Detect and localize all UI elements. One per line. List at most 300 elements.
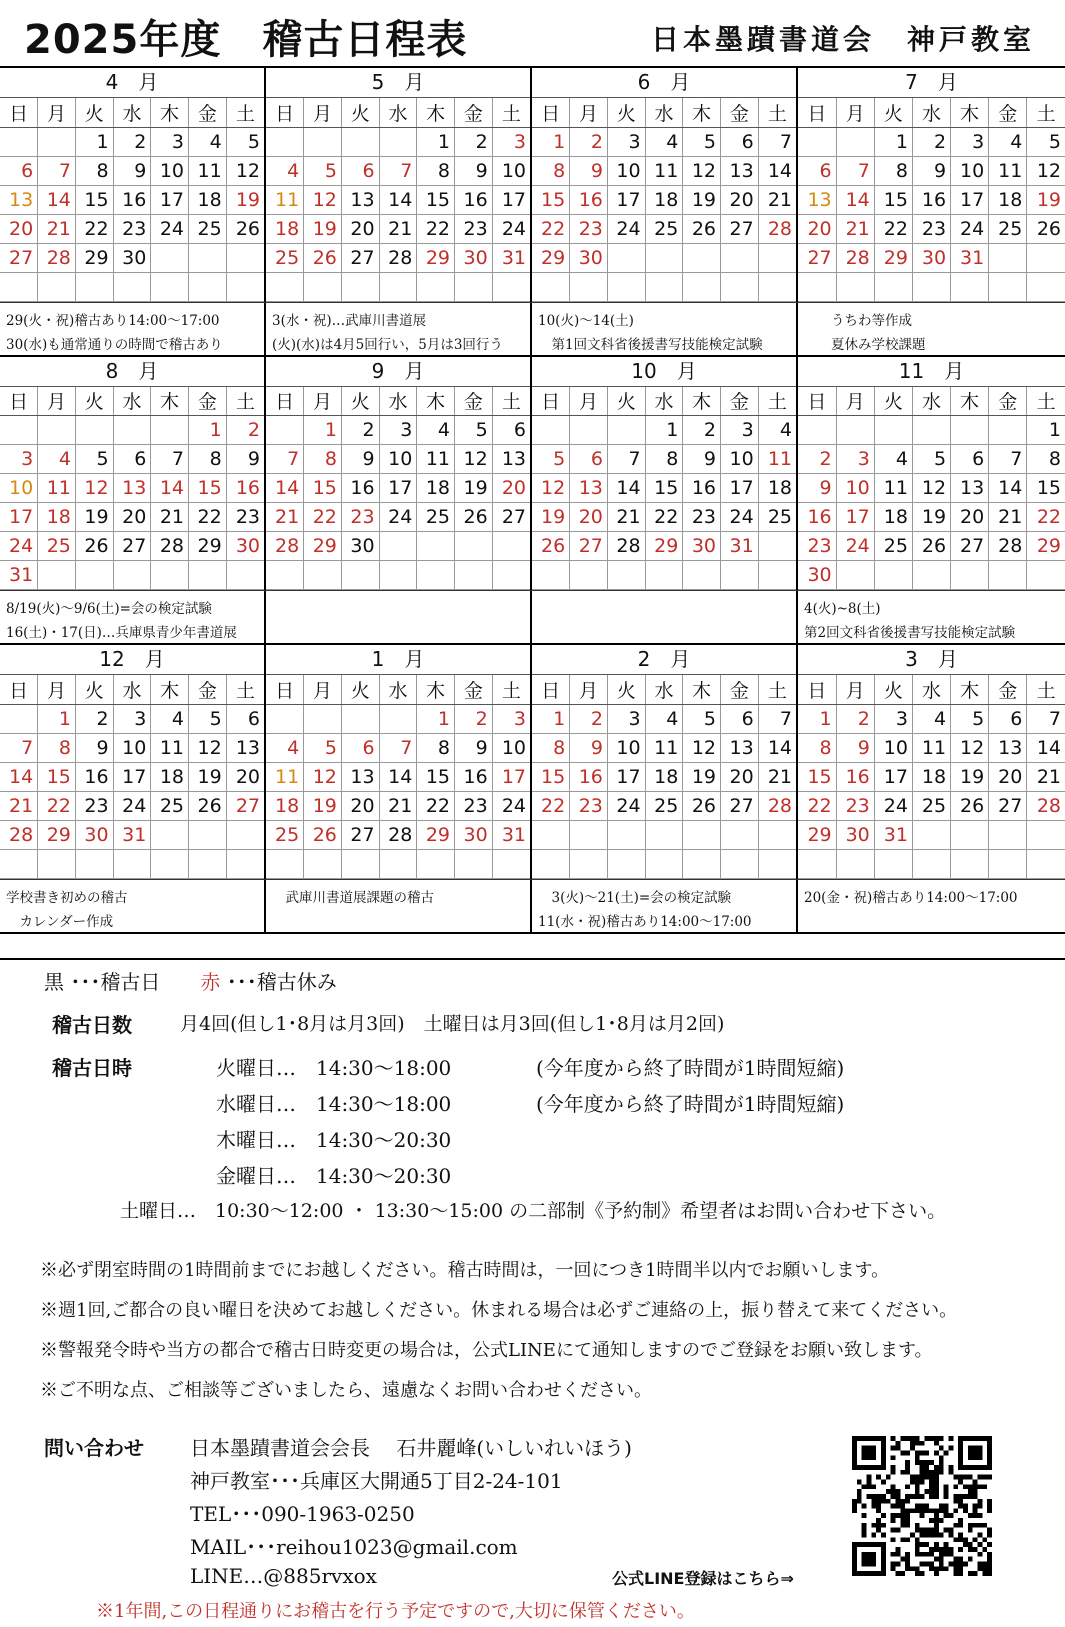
month-note [266, 880, 532, 932]
day-cell: 23 [836, 791, 874, 820]
month-title: 10 月 [532, 357, 796, 387]
contact-line[interactable]: LINE…@885rvxox [190, 1564, 377, 1588]
day-cell: 22 [532, 214, 570, 243]
day-cell [38, 416, 76, 445]
day-cell: 28 [836, 243, 874, 272]
day-cell [951, 849, 989, 878]
day-cell: 15 [304, 474, 342, 503]
day-cell [38, 849, 76, 878]
day-cell: 2 [226, 416, 264, 445]
day-cell: 4 [989, 127, 1027, 156]
weekday-header: 木 [683, 387, 721, 416]
day-cell: 26 [683, 214, 721, 243]
day-cell: 9 [570, 156, 608, 185]
day-cell: 17 [836, 503, 874, 532]
day-cell: 3 [836, 445, 874, 474]
month-title: 6 月 [532, 68, 796, 98]
day-cell [683, 561, 721, 590]
day-cell [75, 416, 113, 445]
day-cell: 8 [38, 733, 76, 762]
day-cell: 13 [951, 474, 989, 503]
day-cell [266, 849, 304, 878]
day-cell: 7 [989, 445, 1027, 474]
weekday-header: 土 [492, 98, 530, 127]
day-cell: 1 [532, 704, 570, 733]
day-cell: 28 [266, 532, 304, 561]
day-cell: 11 [189, 156, 227, 185]
wed-time: 水曜日… 14:30～18:00 [216, 1092, 452, 1116]
day-cell: 30 [683, 532, 721, 561]
note-line: 夏休み学校課題 [804, 336, 926, 353]
day-cell: 13 [721, 733, 759, 762]
weekday-header: 日 [532, 675, 570, 704]
weekday-header: 月 [304, 98, 342, 127]
day-cell: 14 [836, 185, 874, 214]
month-note [532, 880, 798, 932]
day-cell: 17 [874, 762, 912, 791]
note-line: 武庫川書道展課題の稽古 [272, 889, 434, 906]
day-cell: 20 [113, 503, 151, 532]
day-cell: 2 [113, 127, 151, 156]
day-cell: 1 [38, 704, 76, 733]
day-cell [607, 243, 645, 272]
day-cell: 30 [455, 243, 493, 272]
day-cell: 20 [492, 474, 530, 503]
day-cell [304, 127, 342, 156]
weekday-header: 火 [874, 98, 912, 127]
day-cell: 27 [226, 791, 264, 820]
day-cell: 15 [417, 185, 455, 214]
note-line: 30(水)も通常通りの時間で稽古あり [6, 336, 223, 353]
day-cell: 11 [645, 156, 683, 185]
day-cell [417, 532, 455, 561]
day-cell: 17 [607, 762, 645, 791]
day-cell [645, 243, 683, 272]
month-block [532, 645, 798, 879]
weekday-header: 日 [532, 387, 570, 416]
day-cell [798, 416, 836, 445]
day-cell: 15 [645, 474, 683, 503]
day-cell: 16 [113, 185, 151, 214]
wed-note: (今年度から終了時間が1時間短縮) [536, 1092, 845, 1116]
weekday-header: 月 [38, 98, 76, 127]
day-cell [758, 532, 796, 561]
weekday-header: 土 [226, 675, 264, 704]
day-cell [455, 272, 493, 301]
day-cell: 18 [758, 474, 796, 503]
weekday-header: 土 [226, 98, 264, 127]
day-cell: 13 [798, 185, 836, 214]
day-cell: 11 [874, 474, 912, 503]
weekday-header: 金 [721, 98, 759, 127]
day-cell: 21 [758, 185, 796, 214]
day-cell: 23 [455, 214, 493, 243]
day-cell: 13 [226, 733, 264, 762]
month-note [798, 303, 1065, 355]
weekday-header: 水 [113, 675, 151, 704]
day-cell [151, 272, 189, 301]
month-block [266, 645, 532, 879]
month-title: 9 月 [266, 357, 530, 387]
day-cell: 4 [645, 127, 683, 156]
day-cell: 5 [189, 704, 227, 733]
day-cell: 29 [189, 532, 227, 561]
day-cell: 21 [38, 214, 76, 243]
weekday-header: 金 [189, 387, 227, 416]
day-cell: 13 [341, 762, 379, 791]
day-cell: 11 [151, 733, 189, 762]
day-cell [607, 820, 645, 849]
day-cell [379, 704, 417, 733]
month-title: 8 月 [0, 357, 264, 387]
day-cell: 14 [1027, 733, 1065, 762]
day-cell: 25 [266, 820, 304, 849]
thu-time: 木曜日… 14:30～20:30 [216, 1128, 452, 1152]
day-cell: 20 [0, 214, 38, 243]
day-cell: 17 [721, 474, 759, 503]
month-title: 3 月 [798, 645, 1065, 675]
day-cell: 12 [304, 185, 342, 214]
day-cell: 12 [532, 474, 570, 503]
day-cell: 1 [189, 416, 227, 445]
day-cell: 26 [951, 791, 989, 820]
day-cell [379, 272, 417, 301]
days-label: 稽古日数 [52, 1013, 132, 1037]
day-cell: 10 [836, 474, 874, 503]
day-cell: 27 [951, 532, 989, 561]
month-row [0, 357, 1065, 591]
weekday-header: 土 [492, 387, 530, 416]
day-cell: 16 [836, 762, 874, 791]
day-cell: 21 [607, 503, 645, 532]
month-title: 11 月 [798, 357, 1065, 387]
day-cell: 7 [1027, 704, 1065, 733]
day-cell [607, 272, 645, 301]
month-block [798, 357, 1065, 591]
day-cell [532, 849, 570, 878]
day-cell: 23 [455, 791, 493, 820]
day-cell: 15 [75, 185, 113, 214]
weekday-header: 日 [798, 98, 836, 127]
day-cell [38, 127, 76, 156]
day-cell [266, 704, 304, 733]
day-cell: 2 [455, 704, 493, 733]
day-cell [417, 272, 455, 301]
day-cell [379, 849, 417, 878]
day-cell: 30 [570, 243, 608, 272]
day-cell: 27 [492, 503, 530, 532]
day-cell: 24 [113, 791, 151, 820]
day-cell: 3 [721, 416, 759, 445]
day-cell [226, 820, 264, 849]
day-cell: 31 [874, 820, 912, 849]
day-cell: 28 [0, 820, 38, 849]
day-cell: 7 [379, 733, 417, 762]
day-cell [38, 561, 76, 590]
day-cell: 14 [38, 185, 76, 214]
weekday-header: 水 [912, 387, 950, 416]
day-cell [570, 416, 608, 445]
month-title: 4 月 [0, 68, 264, 98]
weekday-header: 水 [645, 675, 683, 704]
line-cta: 公式LINE登録はこちら⇒ [612, 1569, 794, 1588]
day-cell [75, 561, 113, 590]
day-cell: 4 [758, 416, 796, 445]
day-cell: 11 [645, 733, 683, 762]
weekday-header: 土 [1027, 675, 1065, 704]
day-cell: 8 [417, 733, 455, 762]
weekday-header: 木 [417, 98, 455, 127]
day-cell: 15 [532, 762, 570, 791]
day-cell: 17 [113, 762, 151, 791]
day-cell: 30 [836, 820, 874, 849]
day-cell: 24 [492, 791, 530, 820]
day-cell [874, 561, 912, 590]
day-cell [151, 416, 189, 445]
weekday-header: 火 [341, 98, 379, 127]
day-cell: 29 [417, 243, 455, 272]
day-cell: 30 [113, 243, 151, 272]
day-cell [341, 127, 379, 156]
day-cell [151, 849, 189, 878]
day-cell [455, 561, 493, 590]
day-cell: 16 [341, 474, 379, 503]
day-cell [1027, 561, 1065, 590]
day-cell: 9 [455, 733, 493, 762]
weekday-header: 火 [75, 387, 113, 416]
day-cell: 5 [683, 704, 721, 733]
notes-row [0, 302, 1065, 357]
weekday-header: 水 [379, 675, 417, 704]
weekday-header: 日 [532, 98, 570, 127]
day-cell: 5 [683, 127, 721, 156]
day-cell: 15 [874, 185, 912, 214]
day-cell: 13 [492, 445, 530, 474]
day-cell [304, 561, 342, 590]
day-cell: 8 [645, 445, 683, 474]
day-cell [645, 820, 683, 849]
day-cell [912, 820, 950, 849]
day-cell: 19 [912, 503, 950, 532]
day-cell: 19 [304, 791, 342, 820]
weekday-header: 金 [989, 98, 1027, 127]
day-cell: 28 [758, 214, 796, 243]
day-cell [912, 416, 950, 445]
day-cell [989, 820, 1027, 849]
day-cell: 18 [189, 185, 227, 214]
day-cell: 2 [912, 127, 950, 156]
day-cell: 17 [492, 762, 530, 791]
contact-address: 神戸教室･･･兵庫区大開通5丁目2-24-101 [190, 1469, 563, 1493]
weekday-header: 日 [266, 98, 304, 127]
month-note [532, 303, 798, 355]
day-cell [0, 849, 38, 878]
day-cell: 27 [570, 532, 608, 561]
day-cell [721, 849, 759, 878]
day-cell: 22 [874, 214, 912, 243]
weekday-header: 日 [0, 98, 38, 127]
day-cell [758, 849, 796, 878]
day-cell: 18 [38, 503, 76, 532]
weekday-header: 土 [1027, 387, 1065, 416]
day-cell: 29 [304, 532, 342, 561]
day-cell: 29 [38, 820, 76, 849]
day-cell: 14 [758, 156, 796, 185]
day-cell: 1 [532, 127, 570, 156]
day-cell: 27 [341, 243, 379, 272]
day-cell [1027, 243, 1065, 272]
month-block [266, 68, 532, 302]
weekday-header: 金 [721, 387, 759, 416]
notes-row [0, 590, 1065, 645]
fri-time: 金曜日… 14:30～20:30 [216, 1164, 452, 1188]
day-cell: 30 [455, 820, 493, 849]
rule-4: ※ご不明な点、ご相談等ございましたら、遠慮なくお問い合わせください。 [40, 1380, 652, 1401]
day-cell: 27 [721, 791, 759, 820]
weekday-header: 火 [874, 387, 912, 416]
day-cell [721, 243, 759, 272]
day-cell [607, 561, 645, 590]
day-cell: 14 [151, 474, 189, 503]
day-cell [532, 272, 570, 301]
day-cell: 25 [266, 243, 304, 272]
day-cell: 29 [75, 243, 113, 272]
day-cell: 5 [951, 704, 989, 733]
day-cell: 12 [683, 156, 721, 185]
day-cell: 29 [798, 820, 836, 849]
day-cell: 22 [532, 791, 570, 820]
rule-2: ※週1回,ご都合の良い曜日を決めてお越しください。休まれる場合は必ずご連絡の上，振り替えて来てください。 [40, 1300, 958, 1321]
day-cell: 26 [1027, 214, 1065, 243]
month-note [0, 591, 266, 643]
day-cell: 1 [798, 704, 836, 733]
month-note [266, 303, 532, 355]
day-cell: 4 [645, 704, 683, 733]
day-cell [683, 820, 721, 849]
day-cell: 14 [0, 762, 38, 791]
day-cell: 1 [1027, 416, 1065, 445]
day-cell: 9 [341, 445, 379, 474]
weekday-header: 金 [455, 675, 493, 704]
day-cell: 31 [0, 561, 38, 590]
day-cell: 29 [1027, 532, 1065, 561]
weekday-header: 日 [266, 675, 304, 704]
day-cell: 12 [455, 445, 493, 474]
day-cell: 1 [874, 127, 912, 156]
day-cell: 25 [645, 214, 683, 243]
day-cell: 13 [341, 185, 379, 214]
day-cell: 2 [570, 704, 608, 733]
day-cell: 20 [798, 214, 836, 243]
weekday-header: 日 [0, 675, 38, 704]
day-cell: 5 [304, 733, 342, 762]
day-cell: 27 [0, 243, 38, 272]
day-cell [989, 561, 1027, 590]
day-cell: 12 [1027, 156, 1065, 185]
day-cell: 5 [75, 445, 113, 474]
day-cell: 5 [304, 156, 342, 185]
day-cell [989, 243, 1027, 272]
day-cell: 9 [75, 733, 113, 762]
days-text: 月4回(但し1･8月は月3回) 土曜日は月3回(但し1･8月は月2回) [180, 1013, 725, 1035]
day-cell: 6 [341, 156, 379, 185]
day-cell: 25 [989, 214, 1027, 243]
weekday-header: 土 [758, 98, 796, 127]
day-cell [758, 272, 796, 301]
month-note [532, 591, 798, 643]
day-cell: 20 [951, 503, 989, 532]
day-cell: 4 [912, 704, 950, 733]
weekday-header: 月 [570, 675, 608, 704]
weekday-header: 火 [607, 98, 645, 127]
day-cell: 26 [912, 532, 950, 561]
month-block [532, 68, 798, 302]
legend-red-text: ･･･稽古休み [220, 970, 337, 994]
day-cell: 23 [798, 532, 836, 561]
day-cell: 7 [758, 704, 796, 733]
day-cell: 18 [417, 474, 455, 503]
day-cell [607, 849, 645, 878]
day-cell [0, 127, 38, 156]
contact-tel[interactable]: TEL･･･090-1963-0250 [190, 1502, 415, 1526]
weekday-header: 火 [607, 387, 645, 416]
day-cell [989, 272, 1027, 301]
day-cell [607, 416, 645, 445]
weekday-header: 月 [570, 387, 608, 416]
month-block [798, 68, 1065, 302]
day-cell: 6 [951, 445, 989, 474]
day-cell [836, 416, 874, 445]
contact-mail[interactable]: MAIL･･･reihou1023@gmail.com [190, 1535, 518, 1559]
weekday-header: 月 [304, 675, 342, 704]
day-cell: 16 [75, 762, 113, 791]
day-cell: 18 [151, 762, 189, 791]
weekday-header: 木 [417, 675, 455, 704]
day-cell: 22 [304, 503, 342, 532]
weekday-header: 火 [874, 675, 912, 704]
day-cell: 26 [532, 532, 570, 561]
month-note [798, 591, 1065, 643]
legend-black: 黒 ･･･稽古日 [44, 970, 161, 994]
day-cell: 31 [492, 243, 530, 272]
day-cell: 10 [874, 733, 912, 762]
day-cell: 15 [417, 762, 455, 791]
day-cell: 6 [341, 733, 379, 762]
day-cell: 8 [1027, 445, 1065, 474]
day-cell: 7 [607, 445, 645, 474]
weekday-header: 木 [151, 387, 189, 416]
day-cell: 12 [75, 474, 113, 503]
line-qr-code[interactable] [852, 1436, 992, 1576]
day-cell: 16 [912, 185, 950, 214]
day-cell [113, 416, 151, 445]
note-line: 11(水・祝)稽古あり14:00～17:00 [538, 913, 752, 930]
org-name: 日本墨蹟書道会 神戸教室 [650, 23, 1035, 56]
day-cell: 17 [0, 503, 38, 532]
day-cell: 24 [0, 532, 38, 561]
weekday-header: 日 [798, 675, 836, 704]
day-cell: 11 [38, 474, 76, 503]
day-cell: 4 [151, 704, 189, 733]
day-cell: 6 [989, 704, 1027, 733]
day-cell: 24 [607, 214, 645, 243]
month-block [798, 645, 1065, 879]
tue-time: 火曜日… 14:30～18:00 [216, 1056, 452, 1080]
day-cell: 19 [683, 762, 721, 791]
day-cell: 11 [266, 185, 304, 214]
day-cell: 5 [532, 445, 570, 474]
day-cell: 23 [226, 503, 264, 532]
